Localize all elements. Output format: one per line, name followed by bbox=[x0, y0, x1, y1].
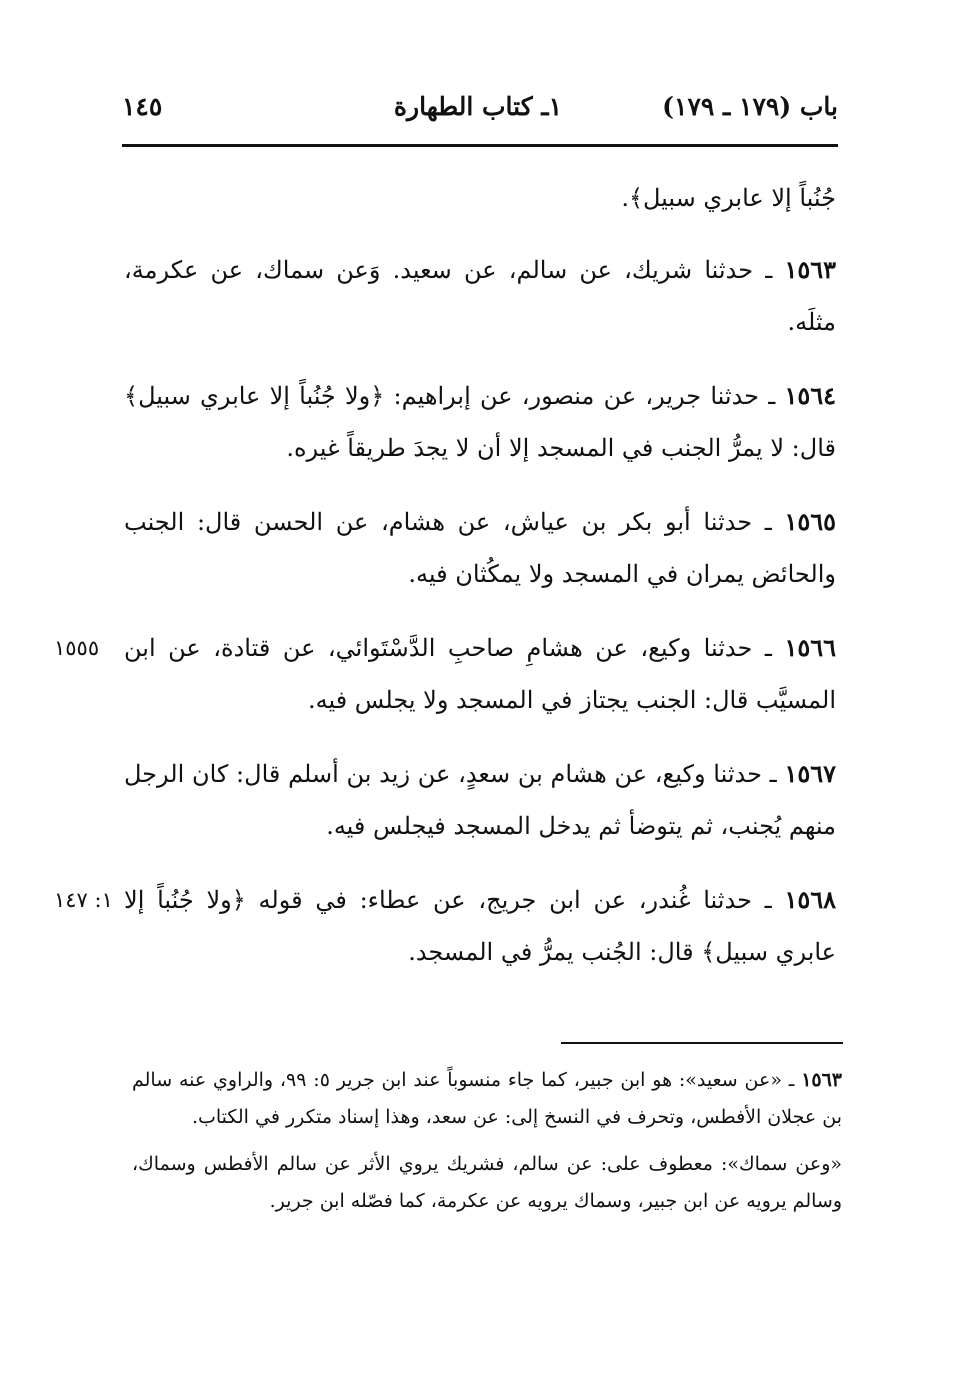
hadith-1566 bbox=[54, 622, 836, 726]
hadith-number: ١٥٦٦ bbox=[784, 633, 836, 662]
hadith-text: ـ حدثنا وكيع، عن هشامِ صاحبِ الدَّسْتَوائي، عن قتادة، عن ابن المسيَّب قال: الجنب يجتاز في المسجد ولا يجلس فيه. bbox=[124, 634, 836, 714]
footnotes bbox=[132, 1062, 842, 1230]
hadith-1568 bbox=[54, 874, 836, 978]
paragraph-text: جُنُباً إلا عابري سبيل﴾. bbox=[621, 184, 836, 212]
footnote-rule bbox=[561, 1042, 843, 1044]
hadith-number: ١٥٦٧ bbox=[784, 759, 836, 788]
hadith-text: ـ حدثنا شريك، عن سالم، عن سعيد. وَعن سماك، عن عكرمة، مثلَه. bbox=[124, 256, 836, 336]
hadith-1563 bbox=[124, 244, 836, 348]
footnote-number: ١٥٦٣ bbox=[801, 1069, 843, 1091]
footnote-text: ـ «عن سعيد»: هو ابن جبير، كما جاء منسوباً عند ابن جرير ٥: ٩٩، والراوي عنه سالم بن عجلان الأفطس، وتحرف في النسخ إلى: عن سعد، وهذا إسناد متكرر في الكتاب. bbox=[132, 1069, 842, 1128]
main-text bbox=[54, 172, 836, 1000]
hadith-text: ـ حدثنا غُندر، عن ابن جريج، عن عطاء: في قوله ﴿ولا جُنُباً إلا عابري سبيل﴾ قال: الجُنب يمرُّ في المسجد. bbox=[124, 886, 836, 966]
hadith-1565 bbox=[124, 496, 836, 600]
page-number: ١٤٥ bbox=[122, 92, 163, 121]
hadith-1567 bbox=[124, 748, 836, 852]
header-rule bbox=[122, 144, 838, 147]
hadith-text: ـ حدثنا أبو بكر بن عياش، عن هشام، عن الحسن قال: الجنب والحائض يمران في المسجد ولا يمكُثان فيه. bbox=[124, 508, 836, 588]
hadith-number: ١٥٦٣ bbox=[784, 255, 836, 284]
hadith-text: ـ حدثنا وكيع، عن هشام بن سعدٍ، عن زيد بن أسلم قال: كان الرجل منهم يُجنب، ثم يتوضأ ثم يدخل المسجد فيجلس فيه. bbox=[124, 760, 836, 840]
paragraph-continuation bbox=[124, 172, 836, 224]
book-title: ١ـ كتاب الطهارة bbox=[393, 92, 563, 121]
page-header bbox=[118, 92, 838, 140]
hadith-number: ١٥٦٤ bbox=[784, 381, 836, 410]
hadith-1564 bbox=[124, 370, 836, 474]
footnote-text: «وعن سماك»: معطوف على: عن سالم، فشريك يروي الأثر عن سالم الأفطس وسماك، وسالم يرويه عن ابن جبير، وسماك يرويه عن عكرمة، كما فصّله ابن جرير. bbox=[132, 1153, 842, 1212]
hadith-text: ـ حدثنا جرير، عن منصور، عن إبراهيم: ﴿ولا جُنُباً إلا عابري سبيل﴾ قال: لا يمرُّ الجنب في المسجد إلا أن لا يجدَ طريقاً غيره. bbox=[124, 382, 836, 462]
margin-reference: ١٥٥٥ bbox=[54, 636, 100, 660]
chapter-title: باب (١٧٩ ـ ١٧٩) bbox=[662, 92, 838, 121]
footnote-simak bbox=[132, 1146, 842, 1220]
hadith-number: ١٥٦٥ bbox=[784, 507, 836, 536]
footnote-1563 bbox=[132, 1062, 842, 1136]
hadith-number: ١٥٦٨ bbox=[784, 885, 836, 914]
margin-reference: ١: ١٤٧ bbox=[54, 888, 113, 912]
